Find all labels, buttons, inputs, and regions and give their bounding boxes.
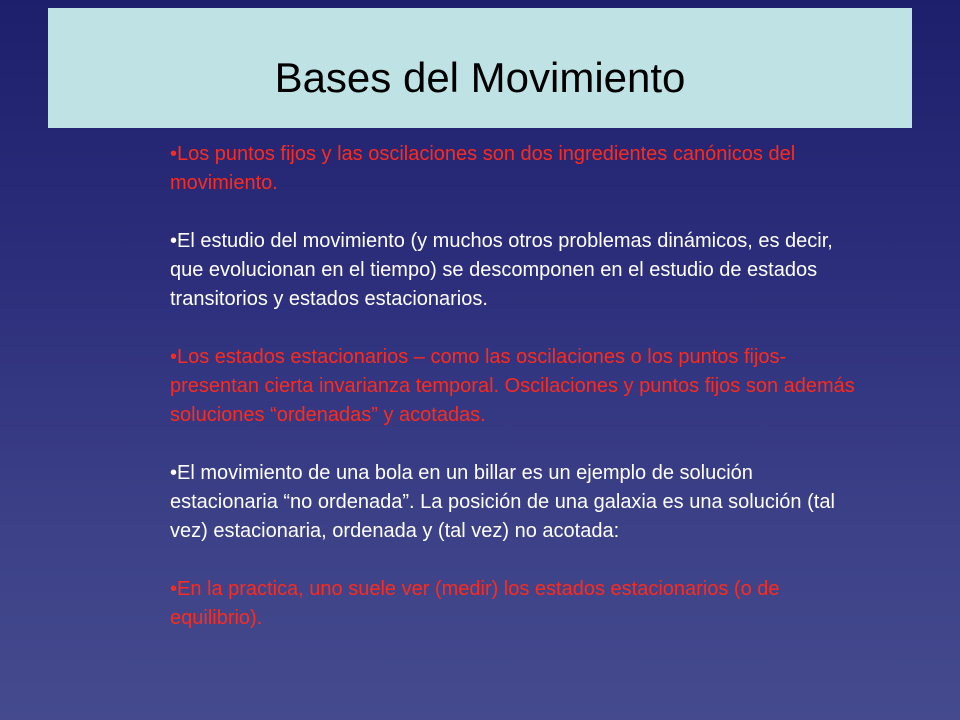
slide-body [170,140,860,633]
bullet-transient-stationary: •El estudio del movimiento (y muchos otros problemas dinámicos, es decir, que evolucionan en el tiempo) se descomponen en el estudio de estados transitorios y estados estacionarios. [170,230,833,310]
bullet-practice: •En la practica, uno suele ver (medir) los estados estacionarios (o de equilibrio). [170,578,780,629]
bullet-billiard-galaxy: •El movimiento de una bola en un billar es un ejemplo de solución estacionaria “no ordenada”. La posición de una galaxia es una solución (tal vez) estacionaria, ordenada y (tal vez) no acotada: [170,462,835,542]
title-banner [48,8,912,128]
bullet-fixed-points: •Los puntos fijos y las oscilaciones son dos ingredientes canónicos del movimiento. [170,143,796,194]
slide-title: Bases del Movimiento [274,54,686,101]
bullet-temporal-invariance: •Los estados estacionarios – como las oscilaciones o los puntos fijos- presentan cierta invarianza temporal. Oscilaciones y puntos fijos son además soluciones “ordenadas” y acotadas. [170,346,855,426]
